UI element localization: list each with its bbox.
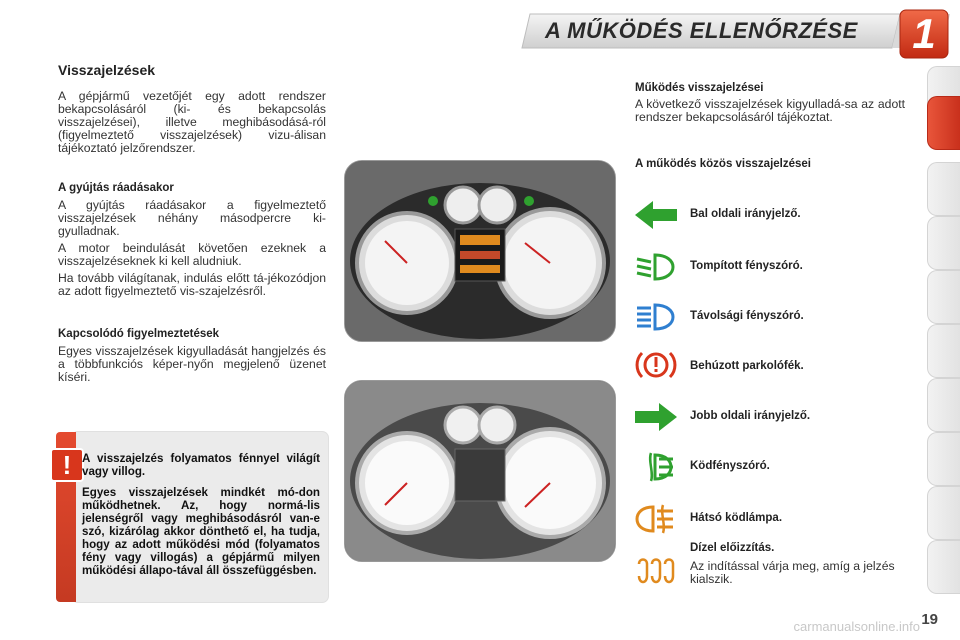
dashboard-image-lit <box>344 160 616 342</box>
common-heading: A működés közös visszajelzései <box>635 158 811 170</box>
ignition-heading: A gyújtás ráadásakor <box>58 182 174 194</box>
ignition-paragraph-1: A gyújtás ráadásakor a figyelmeztető visszajelzések néhány másodpercre ki-gyulladnak. <box>58 198 326 238</box>
exclamation-icon: ! <box>50 448 84 482</box>
chapter-tab[interactable] <box>927 162 960 216</box>
diesel-heading: Dízel előizzítás. <box>690 542 775 554</box>
indicator-label-front-fog: Ködfényszóró. <box>690 460 770 472</box>
indicator-label-dipped: Tompított fényszóró. <box>690 260 803 272</box>
section-title: Visszajelzések <box>58 62 156 78</box>
parking-brake-icon <box>633 348 679 382</box>
indicator-label-right: Jobb oldali irányjelző. <box>690 410 811 422</box>
dashboard-image-unlit <box>344 380 616 562</box>
dashboard-unlit-drawing <box>345 381 615 561</box>
page-title: A MŰKÖDÉS ELLENŐRZÉSE <box>545 18 858 43</box>
main-beam-icon <box>633 300 679 334</box>
ignition-paragraph-3: Ha tovább világítanak, indulás előtt tá-jékozódjon az adott figyelmeztető vis-szajelzésről. <box>58 271 326 298</box>
related-heading: Kapcsolódó figyelmeztetések <box>58 328 220 340</box>
chapter-tab[interactable] <box>927 324 960 378</box>
diesel-paragraph: Az indítással várja meg, amíg a jelzés kialszik. <box>690 559 895 586</box>
front-fog-icon <box>633 450 679 484</box>
watermark: carmanualsonline.info <box>793 619 920 634</box>
page-number: 19 <box>921 611 938 628</box>
warning-paragraph-1: A visszajelzés folyamatos fénnyel világít vagy villog. <box>82 452 320 478</box>
warning-paragraph-2: Egyes visszajelzések mindkét mó-don működhetnek. Az, hogy normá-lis jelenségről vagy meghibásodásról van-e szó, kizárólag akkor dönthető el, ha tudja, hogy az adott működési mód (folyamatos fény vagy villogás) a gépjármű milyen működési állapo-tával áll összefüggésben. <box>82 486 320 577</box>
indicator-label-rear-fog: Hátsó ködlámpa. <box>690 512 783 524</box>
chapter-tab[interactable] <box>927 216 960 270</box>
indicator-label-parking: Behúzott parkolófék. <box>690 360 804 372</box>
rear-fog-icon <box>633 502 679 536</box>
glow-plug-icon <box>633 554 679 588</box>
left-arrow-icon <box>633 198 679 232</box>
chapter-tab[interactable] <box>927 486 960 540</box>
chapter-tab-active[interactable] <box>927 96 960 150</box>
dipped-beam-icon <box>633 250 679 284</box>
dashboard-lit-drawing <box>345 161 615 341</box>
chapter-tabs <box>926 66 960 576</box>
indicator-label-main: Távolsági fényszóró. <box>690 310 804 322</box>
chapter-tab[interactable] <box>927 432 960 486</box>
chapter-number: 1 <box>912 10 936 57</box>
ignition-paragraph-2: A motor beindulását követően ezeknek a visszajelzéseknek ki kell aludniuk. <box>58 241 326 268</box>
chapter-tab[interactable] <box>927 378 960 432</box>
chapter-tab[interactable] <box>927 540 960 594</box>
intro-paragraph: A gépjármű vezetőjét egy adott rendszer bekapcsolásáról (ki- és bekapcsolás visszajelzései), illetve meghibásodásá-ról (figyelmeztető visszajelzések) vizu-álisan tájékoztató jelzőrendszer. <box>58 89 326 155</box>
operation-heading: Működés visszajelzései <box>635 82 764 94</box>
right-arrow-icon <box>633 400 679 434</box>
indicator-label-left: Bal oldali irányjelző. <box>690 208 801 220</box>
operation-paragraph: A következő visszajelzések kigyulladá-sa az adott rendszer bekapcsolásáról tájékoztat. <box>635 97 905 124</box>
chapter-tab[interactable] <box>927 270 960 324</box>
related-paragraph: Egyes visszajelzések kigyulladását hangjelzés és a többfunkciós képer-nyőn megjelenő üzenet kíséri. <box>58 344 326 384</box>
